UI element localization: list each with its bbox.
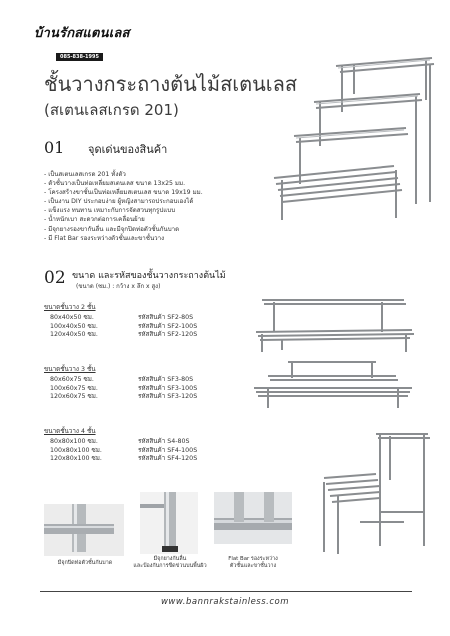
product-code: รหัสสินค้า S4-80S	[138, 438, 190, 445]
product-code: รหัสสินค้า SF3-100S	[138, 384, 198, 392]
caption-flat-bar	[208, 556, 298, 570]
product-code: รหัสสินค้า SF3-120S	[138, 393, 198, 401]
size-group-3-tier	[44, 364, 197, 402]
section-1-number: 01	[44, 138, 65, 157]
size-row	[44, 438, 197, 447]
shelf-2-tier-image	[254, 294, 416, 354]
size-dim: 80x40x50 ซม.	[50, 314, 94, 321]
group-heading: ขนาดชั้นวาง 4 ชั้น	[44, 428, 96, 435]
product-code: รหัสสินค้า SF4-100S	[138, 446, 198, 454]
section-2-number: 02	[44, 268, 66, 288]
shelf-4-tier-side-image	[320, 430, 432, 558]
size-row	[44, 455, 197, 464]
size-dim: 120x60x75 ซม.	[50, 393, 98, 401]
size-group-2-tier	[44, 302, 197, 340]
feature-item: - แข็งแรง ทนทาน เหมาะกับการจัดสวนทุกรูปแบบ	[44, 207, 176, 215]
feature-item: - มี Flat Bar รองระหว่างตัวชั้นและขาชั้นวาง	[44, 234, 165, 242]
feature-item: - เป็นงาน DIY ประกอบง่าย ผู้หญิงสามารถประกอบเองได้	[44, 198, 194, 206]
feature-item: - โครงสร้างขาชั้นเป็นท่อเหลี่ยมสเตนเลส ขนาด 19x19 มม.	[44, 189, 203, 197]
feature-item: - เป็นสเตนเลสเกรด 201 ทั้งตัว	[44, 171, 126, 178]
size-row	[44, 323, 197, 332]
shelf-4-tier-image	[268, 54, 436, 222]
caption-end-cap: มีจุกปิดท่อตัวชั้นกันบาด	[57, 560, 113, 566]
page-title: ชั้นวางกระถางต้นไม้สเตนเลส	[44, 72, 298, 96]
group-heading: ขนาดชั้นวาง 3 ชั้น	[44, 366, 96, 373]
caption-line: ตัวชั้นและขาชั้นวาง	[229, 563, 277, 569]
group-heading: ขนาดชั้นวาง 2 ชั้น	[44, 304, 96, 311]
size-row	[44, 314, 197, 323]
size-row	[44, 385, 197, 394]
size-row	[44, 447, 197, 456]
caption-rubber-foot	[118, 556, 222, 570]
logo-name: บ้านรักสแตนเลส	[34, 26, 130, 41]
size-note: (ขนาด (ซม.) : กว้าง x ลึก x สูง)	[76, 283, 161, 290]
page-subtitle: (สเตนเลสเกรด 201)	[44, 101, 179, 119]
size-dim: 120x40x50 ซม.	[50, 331, 98, 339]
size-dim: 100x80x100 ซม.	[50, 446, 102, 454]
footer-divider	[40, 591, 412, 592]
product-code: รหัสสินค้า SF2-120S	[138, 331, 198, 339]
caption-line: มีจุกยางกันลื่น	[153, 556, 187, 562]
features-list	[44, 170, 203, 243]
size-dim: 100x40x50 ซม.	[50, 322, 98, 330]
size-row	[44, 331, 197, 340]
size-dim: 120x80x100 ซม.	[50, 455, 102, 463]
logo-phone: 085-838-1995	[56, 53, 103, 61]
feature-item: - ตัวชั้นวางเป็นท่อเหลี่ยมสเตนเลส ขนาด 13x25 มม.	[44, 180, 186, 188]
size-dim: 80x60x75 ซม.	[50, 376, 94, 383]
size-row	[44, 376, 197, 385]
feature-item: - มีจุกยางรองขากันลื่น และมีจุกปิดท่อตัวชั้นกันบาด	[44, 225, 180, 233]
caption-line: และป้องกันการขีดข่วนบนพื้นผิว	[133, 563, 207, 569]
detail-photo-end-cap	[44, 504, 124, 556]
caption-line: Flat Bar รองระหว่าง	[228, 556, 278, 562]
feature-item: - น้ำหนักเบา สะดวกต่อการเคลื่อนย้าย	[44, 216, 145, 224]
product-code: รหัสสินค้า SF2-80S	[138, 314, 194, 321]
size-group-4-tier	[44, 426, 197, 464]
size-dim: 80x80x100 ซม.	[50, 438, 98, 445]
size-row	[44, 393, 197, 402]
size-dim: 100x60x75 ซม.	[50, 384, 98, 392]
detail-photo-flat-bar	[214, 492, 292, 544]
product-code: รหัสสินค้า SF4-120S	[138, 455, 198, 463]
product-code: รหัสสินค้า SF2-100S	[138, 322, 198, 330]
product-code: รหัสสินค้า SF3-80S	[138, 376, 194, 383]
shelf-3-tier-image	[248, 358, 418, 410]
website-url: www.bannrakstainless.com	[160, 597, 290, 607]
brand-logo	[34, 22, 130, 62]
section-2-title: ขนาด และรหัสของชั้นวางกระถางต้นไม้	[72, 271, 226, 281]
section-1-title: จุดเด่นของสินค้า	[88, 143, 168, 156]
detail-photo-rubber-foot	[140, 492, 198, 554]
